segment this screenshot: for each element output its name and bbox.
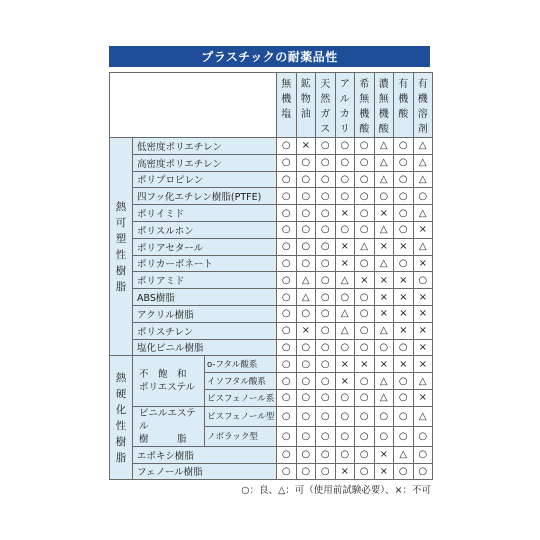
rating-cell: × xyxy=(413,389,433,406)
table-title: プラスチックの耐薬品性 xyxy=(109,46,430,67)
column-header xyxy=(316,73,336,138)
rating-cell: ○ xyxy=(296,406,316,426)
material-name: ポリアミド xyxy=(133,272,277,289)
rating-cell: ○ xyxy=(374,426,394,446)
rating-cell: △ xyxy=(296,272,316,289)
material-name: 低密度ポリエチレン xyxy=(133,138,277,155)
group-label-char: 脂 xyxy=(115,280,127,293)
table-row xyxy=(110,289,433,306)
material-subtype: イソフタル酸系 xyxy=(205,373,277,390)
column-header-char: 機 xyxy=(398,94,409,105)
table-row xyxy=(110,305,433,322)
rating-cell: ○ xyxy=(316,356,336,373)
rating-cell: △ xyxy=(413,205,433,222)
group-label-char: 塑 xyxy=(115,232,127,245)
rating-cell: ○ xyxy=(394,373,414,390)
column-header-text xyxy=(336,77,355,137)
rating-cell: ○ xyxy=(335,446,355,463)
rating-cell: ○ xyxy=(296,463,316,480)
material-subtype: ノボラック型 xyxy=(205,426,277,446)
table-row xyxy=(110,339,433,356)
rating-cell: ○ xyxy=(277,171,297,188)
group-label-char: 硬 xyxy=(115,387,127,400)
column-header-char: 機 xyxy=(378,109,389,120)
rating-cell: ○ xyxy=(335,426,355,446)
column-header-char: 天 xyxy=(320,79,331,90)
column-header xyxy=(335,73,355,138)
table-row xyxy=(110,322,433,339)
column-header-char: 酸 xyxy=(378,124,389,135)
column-header-text xyxy=(414,77,433,137)
material-name: 高密度ポリエチレン xyxy=(133,154,277,171)
rating-cell: ○ xyxy=(413,426,433,446)
rating-cell: △ xyxy=(413,138,433,155)
rating-cell: ○ xyxy=(355,463,375,480)
rating-cell: △ xyxy=(335,322,355,339)
table-row xyxy=(110,356,433,373)
table-row xyxy=(110,255,433,272)
column-header-char: 機 xyxy=(281,94,292,105)
rating-cell: ○ xyxy=(277,446,297,463)
rating-cell: ○ xyxy=(355,389,375,406)
column-header-char: 物 xyxy=(300,94,311,105)
rating-cell: ○ xyxy=(296,373,316,390)
rating-cell: ○ xyxy=(335,389,355,406)
rating-cell: ○ xyxy=(296,426,316,446)
rating-cell: × xyxy=(374,446,394,463)
group-label-char: 脂 xyxy=(115,451,127,464)
rating-cell: ○ xyxy=(355,373,375,390)
rating-cell: ○ xyxy=(355,138,375,155)
rating-cell: ○ xyxy=(355,188,375,205)
material-name: ポリスルホン xyxy=(133,221,277,238)
rating-cell: × xyxy=(394,272,414,289)
rating-cell: ○ xyxy=(296,171,316,188)
rating-cell: ○ xyxy=(355,221,375,238)
rating-cell: ○ xyxy=(277,188,297,205)
rating-cell: ○ xyxy=(316,154,336,171)
rating-cell: × xyxy=(413,356,433,373)
rating-cell: × xyxy=(374,463,394,480)
column-header-char: 無 xyxy=(378,94,389,105)
rating-cell: × xyxy=(374,305,394,322)
rating-cell: ○ xyxy=(277,426,297,446)
rating-cell: ○ xyxy=(374,188,394,205)
column-header-text xyxy=(355,77,374,137)
rating-cell: ○ xyxy=(296,389,316,406)
group-label-char: 樹 xyxy=(115,264,127,277)
rating-cell: × xyxy=(413,305,433,322)
rating-cell: ○ xyxy=(335,154,355,171)
rating-cell: ○ xyxy=(355,446,375,463)
rating-cell: ○ xyxy=(296,305,316,322)
column-header-text xyxy=(297,77,316,122)
column-header-char: 鉱 xyxy=(300,79,311,90)
rating-cell: ○ xyxy=(316,339,336,356)
material-name: アクリル樹脂 xyxy=(133,305,277,322)
column-header-char: 無 xyxy=(281,79,292,90)
rating-cell: ○ xyxy=(394,426,414,446)
column-header-char: 酸 xyxy=(359,124,370,135)
rating-cell: ○ xyxy=(316,463,336,480)
column-header-char: ス xyxy=(320,124,331,135)
rating-cell: ○ xyxy=(394,406,414,426)
rating-cell: ○ xyxy=(413,446,433,463)
rating-cell: × xyxy=(296,322,316,339)
material-family-line: ポリエステル xyxy=(139,382,196,394)
header-corner xyxy=(110,73,277,138)
rating-cell: ○ xyxy=(316,389,336,406)
rating-cell: ○ xyxy=(394,154,414,171)
rating-cell: ○ xyxy=(277,305,297,322)
rating-cell: △ xyxy=(413,238,433,255)
rating-cell: ○ xyxy=(316,171,336,188)
rating-cell: × xyxy=(335,205,355,222)
table-row xyxy=(110,406,433,426)
rating-cell: ○ xyxy=(296,154,316,171)
rating-cell: ○ xyxy=(316,188,336,205)
rating-cell: × xyxy=(335,255,355,272)
table-row xyxy=(110,238,433,255)
rating-cell: ○ xyxy=(277,322,297,339)
column-header-char: 溶 xyxy=(417,109,428,120)
legend: ○：良、△：可（使用前試験必要）、×：不可 xyxy=(241,485,431,496)
rating-cell: ○ xyxy=(296,238,316,255)
rating-cell: × xyxy=(394,356,414,373)
rating-cell: ○ xyxy=(355,154,375,171)
rating-cell: ○ xyxy=(335,406,355,426)
table-row xyxy=(110,463,433,480)
rating-cell: × xyxy=(355,356,375,373)
column-header xyxy=(355,73,375,138)
rating-cell: ○ xyxy=(316,272,336,289)
material-name: フェノール樹脂 xyxy=(133,463,277,480)
rating-cell: × xyxy=(394,322,414,339)
rating-cell: ○ xyxy=(394,255,414,272)
material-name: 塩化ビニル樹脂 xyxy=(133,339,277,356)
rating-cell: ○ xyxy=(335,339,355,356)
material-family-line: 不 飽 和 xyxy=(139,369,187,381)
rating-cell: △ xyxy=(394,446,414,463)
rating-cell: ○ xyxy=(277,356,297,373)
rating-cell: ○ xyxy=(277,238,297,255)
group-label-char: 性 xyxy=(115,419,127,432)
rating-cell: ○ xyxy=(335,289,355,306)
rating-cell: ○ xyxy=(316,238,336,255)
material-name: ポリプロピレン xyxy=(133,171,277,188)
column-header-char: 油 xyxy=(300,109,311,120)
rating-cell: ○ xyxy=(374,339,394,356)
rating-cell: × xyxy=(296,138,316,155)
rating-cell: ○ xyxy=(296,221,316,238)
rating-cell: ○ xyxy=(316,406,336,426)
rating-cell: ○ xyxy=(394,463,414,480)
rating-cell: × xyxy=(335,373,355,390)
column-header-char: 機 xyxy=(417,94,428,105)
table-row xyxy=(110,221,433,238)
rating-cell: × xyxy=(413,255,433,272)
column-header-text xyxy=(394,77,413,122)
rating-cell: ○ xyxy=(296,205,316,222)
rating-cell: ○ xyxy=(316,255,336,272)
rating-cell: ○ xyxy=(277,389,297,406)
rating-cell: × xyxy=(394,305,414,322)
rating-cell: × xyxy=(335,238,355,255)
material-name: ポリスチレン xyxy=(133,322,277,339)
material-subtype: ビスフェノール系 xyxy=(205,389,277,406)
rating-cell: △ xyxy=(374,138,394,155)
column-header-char: カ xyxy=(339,109,350,120)
table-row xyxy=(110,205,433,222)
table-row xyxy=(110,272,433,289)
rating-cell: △ xyxy=(335,272,355,289)
rating-cell: ○ xyxy=(277,373,297,390)
rating-cell: △ xyxy=(374,221,394,238)
rating-cell: × xyxy=(394,238,414,255)
rating-cell: ○ xyxy=(316,446,336,463)
rating-cell: ○ xyxy=(296,356,316,373)
rating-cell: △ xyxy=(413,154,433,171)
rating-cell: △ xyxy=(374,154,394,171)
material-name: ポリアセタール xyxy=(133,238,277,255)
rating-cell: ○ xyxy=(296,255,316,272)
rating-cell: ○ xyxy=(277,255,297,272)
column-header-char: 有 xyxy=(417,79,428,90)
column-header-char: 機 xyxy=(359,109,370,120)
rating-cell: ○ xyxy=(277,406,297,426)
rating-cell: ○ xyxy=(355,406,375,426)
column-header-char: 無 xyxy=(359,94,370,105)
rating-cell: ○ xyxy=(277,289,297,306)
rating-cell: × xyxy=(374,356,394,373)
material-subtype: o-フタル酸系 xyxy=(205,356,277,373)
rating-cell: ○ xyxy=(277,205,297,222)
rating-cell: × xyxy=(374,289,394,306)
rating-cell: ○ xyxy=(316,221,336,238)
column-header-char: リ xyxy=(339,124,350,135)
rating-cell: ○ xyxy=(394,188,414,205)
rating-cell: ○ xyxy=(316,305,336,322)
rating-cell: ○ xyxy=(355,339,375,356)
group-label-thermoset xyxy=(110,356,133,480)
rating-cell: ○ xyxy=(355,289,375,306)
group-label-char: 化 xyxy=(115,403,127,416)
column-header-char: 希 xyxy=(359,79,370,90)
column-header-char: ア xyxy=(339,79,350,90)
column-header xyxy=(277,73,297,138)
rating-cell: △ xyxy=(335,305,355,322)
rating-cell: △ xyxy=(355,238,375,255)
rating-cell: × xyxy=(335,356,355,373)
column-header xyxy=(394,73,414,138)
column-header-text xyxy=(277,77,296,122)
rating-cell: ○ xyxy=(335,171,355,188)
rating-cell: × xyxy=(394,289,414,306)
rating-cell: ○ xyxy=(335,138,355,155)
column-header-char: 有 xyxy=(398,79,409,90)
table-row xyxy=(110,138,433,155)
rating-cell: ○ xyxy=(335,188,355,205)
column-header xyxy=(296,73,316,138)
material-name: エポキシ樹脂 xyxy=(133,446,277,463)
rating-cell: ○ xyxy=(355,305,375,322)
rating-cell: △ xyxy=(374,255,394,272)
table-row xyxy=(110,171,433,188)
rating-cell: ○ xyxy=(316,205,336,222)
column-header-char: 然 xyxy=(320,94,331,105)
group-label-char: 可 xyxy=(115,216,127,229)
rating-cell: ○ xyxy=(394,221,414,238)
rating-cell: ○ xyxy=(394,389,414,406)
table-row xyxy=(110,446,433,463)
column-header-char: 塩 xyxy=(281,109,292,120)
table-row xyxy=(110,188,433,205)
group-label-char: 熱 xyxy=(115,371,127,384)
rating-cell: ○ xyxy=(316,373,336,390)
rating-cell: ○ xyxy=(394,205,414,222)
rating-cell: △ xyxy=(413,171,433,188)
material-name: ABS樹脂 xyxy=(133,289,277,306)
rating-cell: × xyxy=(374,238,394,255)
rating-cell: ○ xyxy=(394,138,414,155)
rating-cell: × xyxy=(413,221,433,238)
rating-cell: × xyxy=(374,272,394,289)
rating-cell: ○ xyxy=(277,272,297,289)
rating-cell: ○ xyxy=(296,446,316,463)
rating-cell: × xyxy=(413,322,433,339)
material-family-label xyxy=(133,356,205,406)
rating-cell: ○ xyxy=(277,221,297,238)
column-header-char: ル xyxy=(339,94,350,105)
material-name: ポリカーボネート xyxy=(133,255,277,272)
rating-cell: ○ xyxy=(277,138,297,155)
rating-cell: ○ xyxy=(277,463,297,480)
chemical-resistance-table xyxy=(109,72,433,480)
material-family-line: 樹 脂 xyxy=(139,433,187,445)
rating-cell: ○ xyxy=(413,272,433,289)
rating-cell: ○ xyxy=(316,289,336,306)
rating-cell: ○ xyxy=(355,426,375,446)
rating-cell: △ xyxy=(296,289,316,306)
material-name: ポリイミド xyxy=(133,205,277,222)
rating-cell: ○ xyxy=(316,138,336,155)
rating-cell: × xyxy=(335,463,355,480)
rating-cell: ○ xyxy=(394,339,414,356)
column-header-char: 濃 xyxy=(378,79,389,90)
material-name: 四フッ化エチレン樹脂(PTFE) xyxy=(133,188,277,205)
rating-cell: ○ xyxy=(335,221,355,238)
rating-cell: ○ xyxy=(394,171,414,188)
rating-cell: ○ xyxy=(296,188,316,205)
rating-cell: ○ xyxy=(413,463,433,480)
rating-cell: ○ xyxy=(277,154,297,171)
rating-cell: × xyxy=(374,205,394,222)
rating-cell: ○ xyxy=(277,339,297,356)
rating-cell: △ xyxy=(374,389,394,406)
column-header xyxy=(413,73,433,138)
rating-cell: △ xyxy=(374,171,394,188)
rating-cell: ○ xyxy=(316,426,336,446)
rating-cell: × xyxy=(355,272,375,289)
group-label-char: 熱 xyxy=(115,200,127,213)
group-label-thermoplastic xyxy=(110,138,133,356)
rating-cell: △ xyxy=(413,373,433,390)
rating-cell: ○ xyxy=(413,188,433,205)
rating-cell: ○ xyxy=(296,339,316,356)
rating-cell: △ xyxy=(374,322,394,339)
column-header xyxy=(374,73,394,138)
rating-cell: ○ xyxy=(355,205,375,222)
rating-cell: ○ xyxy=(355,171,375,188)
group-label-char: 性 xyxy=(115,248,127,261)
table-row xyxy=(110,154,433,171)
rating-cell: × xyxy=(413,289,433,306)
column-header-text xyxy=(375,77,394,137)
material-family-label xyxy=(133,406,205,446)
rating-cell: ○ xyxy=(374,406,394,426)
column-header-char: 剤 xyxy=(417,124,428,135)
column-header-char: ガ xyxy=(320,109,331,120)
group-label-char: 樹 xyxy=(115,435,127,448)
column-header-text xyxy=(316,77,335,137)
material-subtype: ビスフェノール型 xyxy=(205,406,277,426)
rating-cell: ○ xyxy=(355,255,375,272)
rating-cell: ○ xyxy=(316,322,336,339)
rating-cell: △ xyxy=(374,373,394,390)
column-header-char: 酸 xyxy=(398,109,409,120)
material-family-line: ビニルエステル xyxy=(139,407,196,432)
rating-cell: × xyxy=(413,339,433,356)
rating-cell: △ xyxy=(413,406,433,426)
rating-cell: ○ xyxy=(355,322,375,339)
